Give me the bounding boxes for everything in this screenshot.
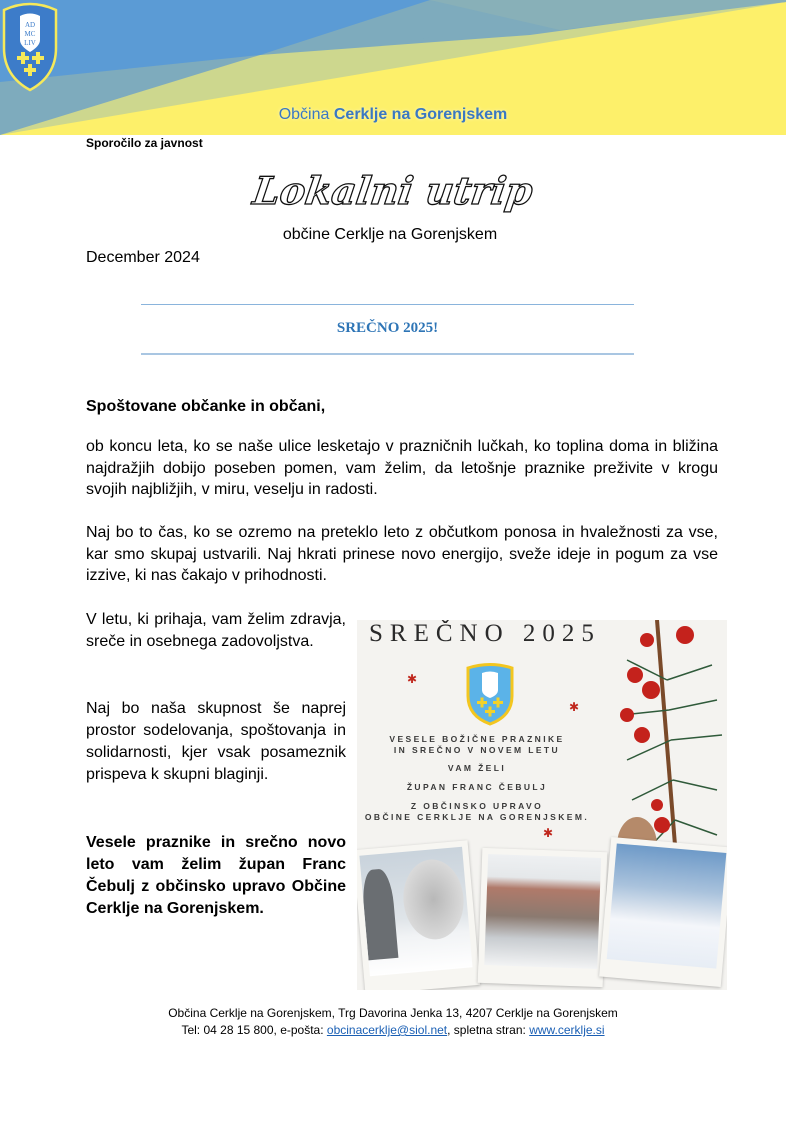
issue-date: December 2024: [86, 249, 200, 266]
paragraph-1: ob koncu leta, ko se naše ulice lesketajo v prazničnih lučkah, ko toplina doma in bližina najdražjih dobijo poseben pomen, vam želim, da letošnje praznike preživite v krogu svojih najbližjih, v miru, veselju in radosti.: [86, 438, 718, 498]
website-link[interactable]: www.cerklje.si: [529, 1023, 605, 1037]
footer-contact: [0, 1022, 786, 1039]
svg-text:MC: MC: [24, 30, 36, 38]
paragraph-2: Naj bo to čas, ko se ozremo na preteklo leto z občutkom ponosa in hvaležnosti za vse, kar smo skupaj ustvarili. Naj hkrati prinese novo energijo, sveže ideje in pogum za vse izzive, ki nas čakajo v prihodnosti.: [86, 524, 718, 584]
headline: SREČNO 2025!: [336, 320, 439, 336]
newsletter-subtitle: občine Cerklje na Gorenjskem: [282, 226, 498, 243]
paragraph-4: Naj bo naša skupnost še naprej prostor sodelovanja, spoštovanja in solidarnosti, kjer vsak posameznik prispeva k skupni blaginji.: [86, 700, 346, 783]
christmas-branch-icon: [617, 620, 727, 870]
svg-text:AD: AD: [24, 21, 36, 29]
svg-text:LIV: LIV: [24, 39, 36, 47]
press-release-label: Sporočilo za javnost: [86, 136, 203, 150]
card-title: SREČNO 2025: [369, 620, 601, 647]
closing-greeting: Vesele praznike in srečno novo leto vam želim župan Franc Čebulj z občinsko upravo Občine Cerklje na Gorenjskem.: [86, 834, 346, 917]
newsletter-title: Lokalni utrip: [250, 168, 536, 213]
card-line: ŽUPAN FRANC ČEBULJ: [406, 782, 548, 792]
footer-address: Občina Cerklje na Gorenjskem, Trg Davorina Jenka 13, 4207 Cerklje na Gorenjskem: [168, 1006, 618, 1020]
photo-aerial-village: [478, 848, 608, 987]
paragraph-3: V letu, ki prihaja, vam želim zdravja, sreče in osebnega zadovoljstva.: [86, 611, 346, 650]
photo-snowy-trees: [357, 840, 480, 990]
card-line: VAM ŽELI: [447, 763, 507, 773]
footer-tel: Tel: 04 28 15 800, e-pošta:: [181, 1023, 327, 1037]
card-crest-icon: [465, 662, 515, 726]
municipality-title: [0, 106, 786, 124]
municipality-name: Cerklje na Gorenjskem: [333, 106, 508, 123]
card-line: OBČINE CERKLJE NA GORENJSKEM.: [364, 812, 590, 822]
poinsettia-icon: ✱: [569, 700, 580, 714]
photo-snowy-field: [599, 837, 727, 987]
card-line: Z OBČINSKO UPRAVO: [410, 801, 544, 811]
greeting-card-image: [357, 620, 727, 990]
card-line: IN SREČNO V NOVEM LETU: [393, 745, 561, 755]
poinsettia-icon: ✱: [407, 672, 418, 686]
poinsettia-icon: ✱: [543, 826, 554, 840]
headline-rule-bottom: [141, 353, 634, 355]
municipality-crest-icon: [0, 0, 60, 92]
headline-rule-top: [141, 304, 634, 305]
card-line: VESELE BOŽIČNE PRAZNIKE: [389, 734, 565, 744]
email-link[interactable]: obcinacerklje@siol.net: [326, 1023, 448, 1037]
header-banner: [0, 0, 786, 135]
footer-web-label: , spletna stran:: [447, 1023, 530, 1037]
salutation: Spoštovane občanke in občani,: [86, 398, 326, 415]
municipality-prefix: Občina: [278, 106, 330, 123]
